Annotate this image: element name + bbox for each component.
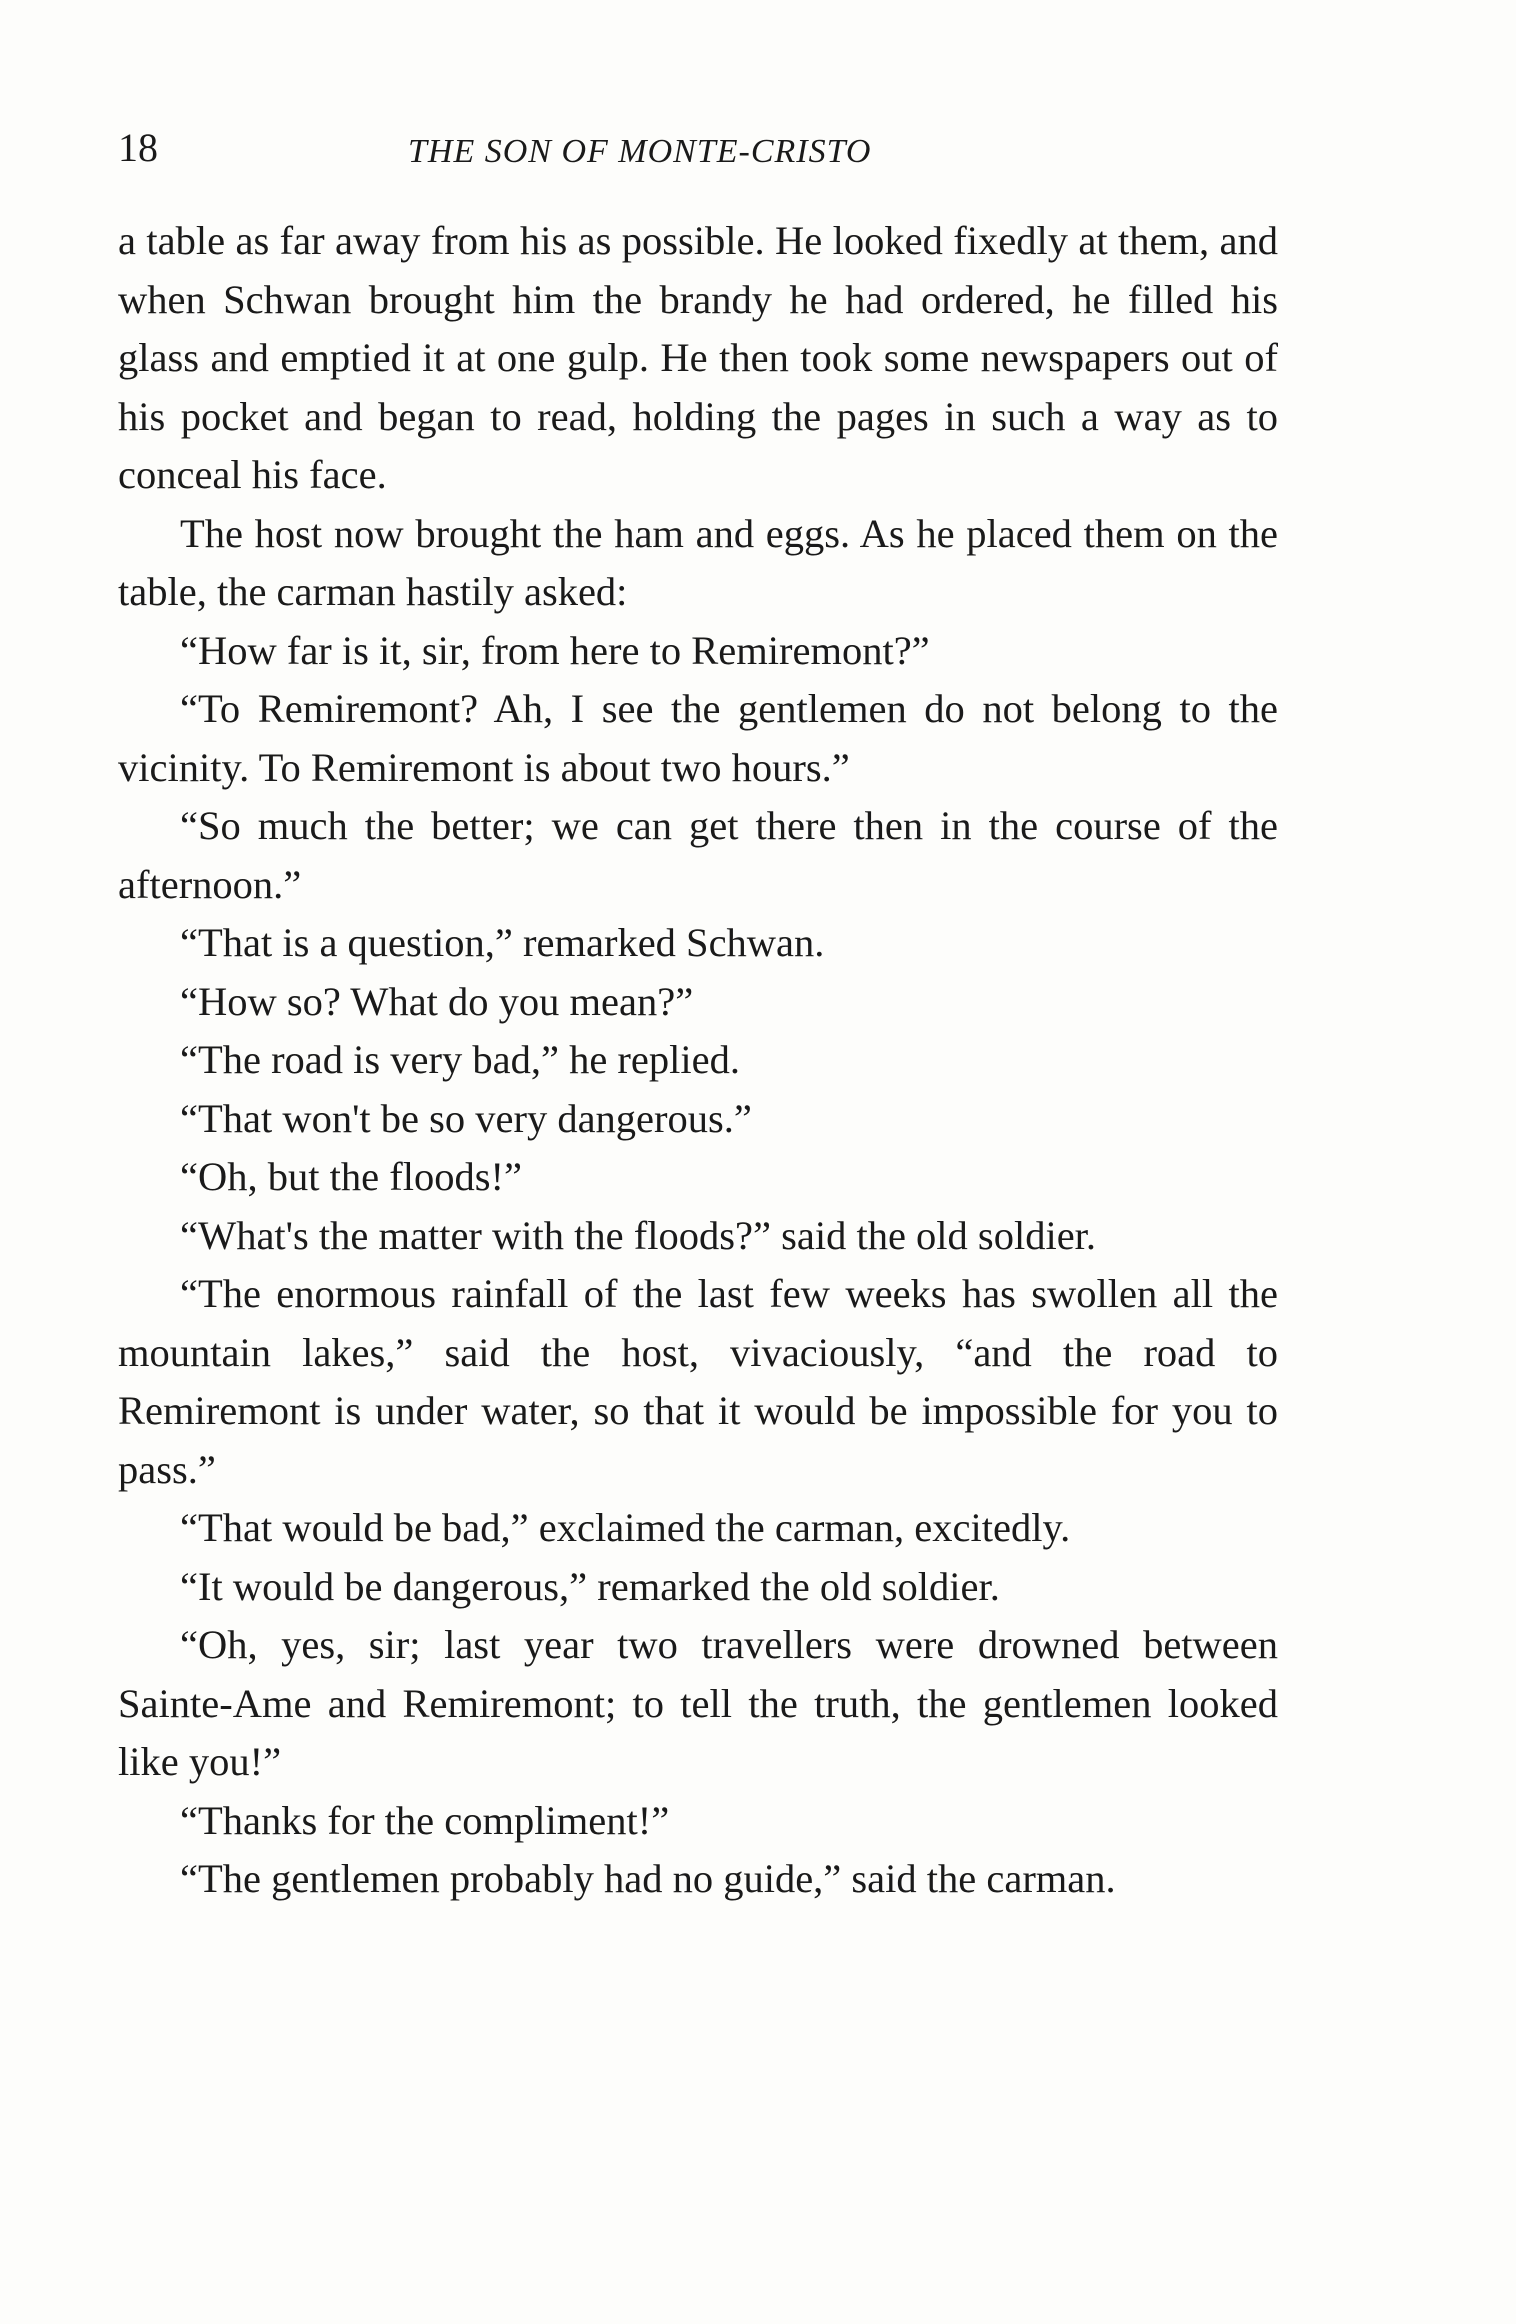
paragraph: “It would be dangerous,” remarked the old soldier. (180, 1563, 1000, 1609)
page-number: 18 (118, 125, 158, 170)
paragraph: “Thanks for the compliment!” (180, 1797, 670, 1843)
paragraph: “The enormous rainfall of the last few weeks has swollen all the mountain lakes,” said the host, vivaciously, “and the road to Remiremont is under water, so that it would be impossible for you to pass.” (118, 1271, 1278, 1492)
paragraph: “That won't be so very dangerous.” (180, 1095, 752, 1141)
paragraph: “How so? What do you mean?” (180, 978, 694, 1024)
paragraph: “Oh, but the floods!” (180, 1154, 522, 1199)
paragraph: “So much the better; we can get there then in the course of the afternoon.” (118, 803, 1278, 907)
paragraph: “The gentlemen probably had no guide,” said the carman. (180, 1856, 1116, 1901)
page-header (118, 124, 1278, 184)
paragraph: “Oh, yes, sir; last year two travellers were drowned between Sainte-Ame and Remiremont; to tell the truth, the gentlemen looked like you!” (118, 1622, 1278, 1784)
paragraph: “How far is it, sir, from here to Remiremont?” (180, 627, 930, 673)
paragraph: “That would be bad,” exclaimed the carman, excitedly. (180, 1505, 1071, 1550)
paragraph: “The road is very bad,” he replied. (180, 1037, 740, 1082)
running-title: THE SON OF MONTE-CRISTO (408, 133, 872, 170)
paragraph: “That is a question,” remarked Schwan. (180, 920, 825, 965)
paragraph: The host now brought the ham and eggs. As he placed them on the table, the carman hastily asked: (118, 510, 1278, 614)
paragraph: a table as far away from his as possible. He looked fixedly at them, and when Schwan brought him the brandy he had ordered, he filled his glass and emptied it at one gulp. He then took some newspapers out of his pocket and began to read, holding the pages in such a way as to conceal his face. (118, 218, 1278, 497)
paragraph: “What's the matter with the floods?” said the old soldier. (180, 1212, 1097, 1258)
paragraph: “To Remiremont? Ah, I see the gentlemen do not belong to the vicinity. To Remiremont is about two hours.” (118, 686, 1278, 790)
body-text (118, 212, 1278, 1909)
